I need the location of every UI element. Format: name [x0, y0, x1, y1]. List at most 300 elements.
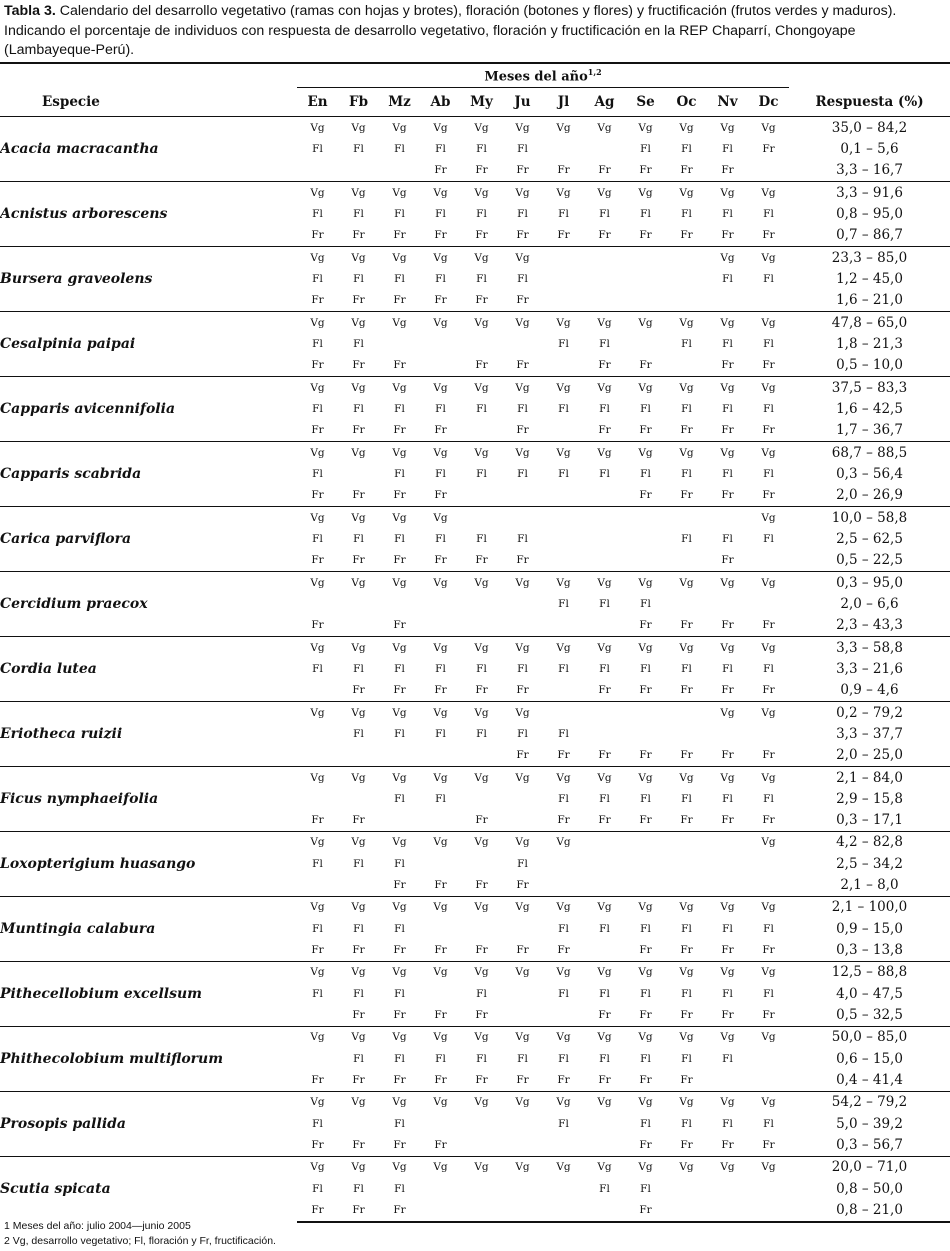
month-header: Jl — [543, 88, 584, 117]
month-cell: Vg — [379, 831, 420, 853]
month-cell: Fl — [394, 987, 405, 1000]
month-cell: Fl — [353, 337, 364, 350]
month-cell: Fl — [722, 987, 733, 1000]
month-cell: Fr — [434, 424, 447, 437]
response-range: 0,8 – 21,0 — [789, 1199, 950, 1221]
month-cell: Vg — [420, 117, 461, 139]
response-range: 0,6 – 15,0 — [836, 1050, 903, 1067]
month-cell — [625, 333, 666, 354]
month-cell: Fr — [762, 944, 775, 957]
month-cell: Vg — [461, 831, 502, 853]
month-cell: Vg — [297, 311, 338, 333]
month-cell — [666, 853, 707, 874]
month-cell: Fl — [599, 662, 610, 675]
month-cell — [584, 615, 625, 637]
month-cell: Vg — [420, 311, 461, 333]
table-row — [0, 1091, 950, 1113]
month-cell — [420, 355, 461, 377]
month-cell — [666, 701, 707, 723]
month-cell — [297, 680, 338, 702]
month-cell: Fl — [394, 467, 405, 480]
month-cell — [666, 593, 707, 614]
response-column-header: Respuesta (%) — [789, 88, 950, 117]
month-cell: Fl — [435, 142, 446, 155]
month-cell — [420, 1178, 461, 1199]
month-cell: Fl — [558, 597, 569, 610]
month-cell — [707, 506, 748, 528]
month-cell — [584, 268, 625, 289]
month-cell: Fl — [599, 792, 610, 805]
month-cell: Vg — [625, 441, 666, 463]
month-cell — [748, 1069, 789, 1091]
month-cell: Fl — [763, 987, 774, 1000]
month-cell: Vg — [707, 376, 748, 398]
month-cell: Fr — [721, 749, 734, 762]
month-cell: Vg — [297, 961, 338, 983]
month-cell: Fl — [763, 922, 774, 935]
month-cell: Fl — [353, 857, 364, 870]
month-cell: Vg — [338, 766, 379, 788]
month-cell — [297, 160, 338, 182]
species-name: Ficus nymphaeifolia — [0, 766, 297, 831]
response-range: 3,3 – 16,7 — [836, 162, 903, 179]
month-cell — [502, 983, 543, 1004]
month-cell — [420, 918, 461, 939]
month-cell: Vg — [297, 1156, 338, 1178]
month-cell: Fr — [475, 814, 488, 827]
footnotes — [4, 1219, 276, 1248]
month-header: Nv — [707, 88, 748, 117]
month-cell: Fr — [762, 229, 775, 242]
month-cell: Fr — [434, 294, 447, 307]
month-cell: Fl — [476, 272, 487, 285]
month-cell: Vg — [297, 1091, 338, 1113]
month-cell: Fr — [311, 294, 324, 307]
month-cell: Fl — [312, 1182, 323, 1195]
month-cell: Vg — [707, 117, 748, 139]
month-cell: Vg — [707, 181, 748, 203]
species-name: Acacia macracantha — [0, 117, 297, 182]
month-cell: Vg — [420, 766, 461, 788]
response-range: 1,2 – 45,0 — [836, 270, 903, 287]
month-cell: Fr — [639, 814, 652, 827]
response-range: 0,3 – 56,4 — [836, 465, 903, 482]
month-cell: Fl — [394, 857, 405, 870]
month-cell: Vg — [666, 1026, 707, 1048]
month-cell — [543, 246, 584, 268]
month-cell — [543, 1134, 584, 1156]
response-range: 0,8 – 50,0 — [836, 1180, 903, 1197]
month-cell: Fl — [763, 1117, 774, 1130]
month-cell — [625, 874, 666, 896]
month-cell: Vg — [379, 311, 420, 333]
month-cell — [338, 463, 379, 484]
month-cell: Fl — [681, 922, 692, 935]
month-cell: Fr — [762, 359, 775, 372]
response-range: 0,3 – 17,1 — [836, 812, 903, 829]
month-header: Fb — [338, 88, 379, 117]
month-cell: Fr — [434, 1074, 447, 1087]
month-cell: Fl — [681, 207, 692, 220]
month-cell: Vg — [379, 117, 420, 139]
month-cell: Vg — [338, 896, 379, 918]
month-cell — [502, 485, 543, 507]
month-cell: Vg — [502, 571, 543, 593]
month-cell: Vg — [420, 636, 461, 658]
month-cell: Fl — [722, 402, 733, 415]
month-cell: Fr — [721, 619, 734, 632]
month-cell: Vg — [461, 181, 502, 203]
month-header: Se — [625, 88, 666, 117]
month-cell — [584, 831, 625, 853]
table-row — [0, 1026, 950, 1048]
month-cell: Vg — [297, 506, 338, 528]
month-cell: Fr — [311, 424, 324, 437]
month-cell: Fl — [353, 662, 364, 675]
month-cell: Vg — [666, 571, 707, 593]
month-header: Oc — [666, 88, 707, 117]
month-cell: Fr — [639, 1139, 652, 1152]
species-name: Capparis avicennifolia — [0, 376, 297, 441]
month-cell: Fl — [558, 1117, 569, 1130]
month-cell — [461, 615, 502, 637]
month-cell: Vg — [584, 117, 625, 139]
month-cell: Fr — [311, 489, 324, 502]
month-cell: Fr — [352, 1139, 365, 1152]
table-row — [0, 636, 950, 658]
month-cell — [625, 853, 666, 874]
month-cell — [707, 874, 748, 896]
month-cell — [379, 333, 420, 354]
month-cell: Fl — [312, 662, 323, 675]
month-cell: Fr — [352, 1074, 365, 1087]
month-cell: Fl — [681, 467, 692, 480]
month-cell: Fr — [352, 944, 365, 957]
month-cell: Fr — [639, 944, 652, 957]
month-cell: Fr — [434, 229, 447, 242]
month-cell: Fl — [476, 727, 487, 740]
month-cell: Vg — [707, 571, 748, 593]
month-cell: Fl — [353, 207, 364, 220]
month-cell — [584, 701, 625, 723]
month-cell: Vg — [543, 766, 584, 788]
month-cell: Vg — [584, 636, 625, 658]
month-cell: Vg — [543, 896, 584, 918]
month-cell: Vg — [584, 376, 625, 398]
month-cell — [625, 528, 666, 549]
month-cell: Fl — [599, 402, 610, 415]
month-cell: Fr — [297, 1199, 338, 1221]
month-cell: Vg — [338, 181, 379, 203]
response-range: 0,4 – 41,4 — [836, 1072, 903, 1089]
month-cell — [543, 355, 584, 377]
month-cell: Vg — [420, 1026, 461, 1048]
month-cell: Vg — [707, 441, 748, 463]
month-cell: Fl — [722, 792, 733, 805]
month-cell: Fl — [640, 792, 651, 805]
month-cell: Vg — [379, 441, 420, 463]
table-row — [0, 506, 950, 528]
month-cell: Fl — [353, 727, 364, 740]
month-cell: Fl — [517, 272, 528, 285]
month-cell: Fr — [475, 294, 488, 307]
month-cell: Fl — [435, 402, 446, 415]
month-cell: Vg — [543, 961, 584, 983]
month-cell: Fl — [681, 337, 692, 350]
month-cell: Fr — [557, 1074, 570, 1087]
month-cell: Fl — [681, 1117, 692, 1130]
response-range: 1,7 – 36,7 — [836, 422, 903, 439]
month-cell: Vg — [420, 246, 461, 268]
month-cell: Vg — [379, 636, 420, 658]
response-range: 0,5 – 32,5 — [836, 1007, 903, 1024]
month-cell — [543, 485, 584, 507]
month-header: Ag — [584, 88, 625, 117]
month-cell: Vg — [379, 896, 420, 918]
month-cell — [461, 333, 502, 354]
month-cell — [707, 1199, 748, 1221]
month-cell: Fr — [434, 944, 447, 957]
month-cell: Vg — [461, 117, 502, 139]
month-cell: Fl — [517, 532, 528, 545]
species-name: Eriotheca ruizii — [0, 701, 297, 766]
month-cell: Vg — [379, 961, 420, 983]
month-cell: Vg — [666, 181, 707, 203]
month-cell: Fl — [558, 402, 569, 415]
month-cell: Vg — [420, 441, 461, 463]
month-cell: Fl — [353, 272, 364, 285]
month-cell: Fl — [394, 207, 405, 220]
month-cell — [543, 615, 584, 637]
response-range: 3,3 – 21,6 — [836, 660, 903, 677]
month-cell: Vg — [502, 1156, 543, 1178]
month-cell — [748, 593, 789, 614]
month-cell: Vg — [584, 766, 625, 788]
month-cell: Fr — [352, 684, 365, 697]
month-cell: Vg — [707, 896, 748, 918]
month-cell: Vg — [338, 376, 379, 398]
month-cell — [420, 333, 461, 354]
month-cell: Vg — [625, 766, 666, 788]
response-range: 10,0 – 58,8 — [789, 506, 950, 528]
month-cell: Fr — [598, 749, 611, 762]
month-cell: Fr — [721, 814, 734, 827]
month-cell: Vg — [502, 117, 543, 139]
month-cell: Fl — [599, 1182, 610, 1195]
month-cell: Vg — [461, 766, 502, 788]
response-range: 4,0 – 47,5 — [836, 985, 903, 1002]
month-cell — [338, 788, 379, 809]
month-cell — [420, 615, 461, 637]
month-cell — [625, 246, 666, 268]
month-cell: Fl — [517, 662, 528, 675]
month-cell — [584, 506, 625, 528]
header-row-group — [0, 63, 950, 88]
month-cell: Vg — [748, 311, 789, 333]
month-cell: Vg — [625, 571, 666, 593]
month-cell — [625, 831, 666, 853]
month-cell: Vg — [543, 117, 584, 139]
month-cell — [543, 680, 584, 702]
month-cell: Vg — [666, 896, 707, 918]
month-cell: Fr — [434, 489, 447, 502]
month-cell — [584, 138, 625, 159]
month-cell: Vg — [297, 896, 338, 918]
month-cell: Fl — [394, 1182, 405, 1195]
month-cell: Fl — [476, 1052, 487, 1065]
month-cell: Vg — [379, 701, 420, 723]
month-cell: Vg — [338, 636, 379, 658]
month-cell: Fl — [558, 987, 569, 1000]
month-cell: Fr — [393, 879, 406, 892]
month-cell: Vg — [502, 896, 543, 918]
month-cell — [379, 160, 420, 182]
response-range: 23,3 – 85,0 — [789, 246, 950, 268]
response-range: 3,3 – 58,8 — [789, 636, 950, 658]
month-cell: Fl — [312, 922, 323, 935]
month-cell: Fr — [338, 1199, 379, 1221]
month-cell — [707, 831, 748, 853]
month-cell: Fl — [394, 402, 405, 415]
month-cell — [666, 506, 707, 528]
month-cell: Vg — [297, 636, 338, 658]
month-cell: Vg — [748, 117, 789, 139]
month-cell: Vg — [666, 376, 707, 398]
response-range: 35,0 – 84,2 — [789, 117, 950, 139]
month-cell: Vg — [748, 571, 789, 593]
month-cell: Fl — [394, 532, 405, 545]
month-cell — [707, 593, 748, 614]
month-header: Dc — [748, 88, 789, 117]
month-cell — [666, 723, 707, 744]
month-cell: Fr — [721, 424, 734, 437]
month-cell — [297, 1048, 338, 1069]
response-range: 50,0 – 85,0 — [789, 1026, 950, 1048]
month-cell: Vg — [297, 376, 338, 398]
month-cell — [420, 810, 461, 832]
month-cell: Vg — [543, 1026, 584, 1048]
month-cell — [584, 1134, 625, 1156]
table-row — [0, 831, 950, 853]
month-cell: Vg — [748, 1091, 789, 1113]
month-cell: Vg — [338, 1026, 379, 1048]
month-cell — [625, 550, 666, 572]
month-cell: Fl — [558, 207, 569, 220]
month-cell: Vg — [666, 441, 707, 463]
month-cell: Fr — [721, 684, 734, 697]
month-cell — [584, 853, 625, 874]
month-cell: Fl — [435, 727, 446, 740]
month-cell — [502, 506, 543, 528]
month-cell: Fr — [721, 1009, 734, 1022]
month-cell: Fr — [393, 424, 406, 437]
response-range: 0,7 – 86,7 — [836, 227, 903, 244]
month-cell: Fl — [722, 142, 733, 155]
month-cell: Fr — [311, 814, 324, 827]
month-cell — [543, 1178, 584, 1199]
month-cell: Fl — [640, 1052, 651, 1065]
table-row — [0, 441, 950, 463]
month-cell: Fl — [394, 662, 405, 675]
month-cell: Fr — [680, 944, 693, 957]
month-cell — [461, 1178, 502, 1199]
month-cell: Vg — [420, 376, 461, 398]
species-name: Cesalpinia paipai — [0, 311, 297, 376]
month-cell: Vg — [625, 961, 666, 983]
month-cell — [461, 420, 502, 442]
month-cell: Fr — [680, 229, 693, 242]
months-group-label: Meses del año — [484, 69, 588, 85]
response-range: 54,2 – 79,2 — [789, 1091, 950, 1113]
month-cell — [338, 593, 379, 614]
month-cell: Vg — [543, 1156, 584, 1178]
month-cell: Vg — [666, 117, 707, 139]
month-cell: Fl — [312, 272, 323, 285]
species-name: Cercidium praecox — [0, 571, 297, 636]
species-name: Phithecolobium multiflorum — [0, 1026, 297, 1091]
month-cell: Vg — [625, 896, 666, 918]
month-cell: Fl — [681, 1052, 692, 1065]
month-cell: Vg — [502, 701, 543, 723]
month-cell: Fl — [763, 467, 774, 480]
month-cell: Fr — [639, 424, 652, 437]
month-cell: Vg — [748, 246, 789, 268]
month-cell: Fr — [352, 294, 365, 307]
table-row — [0, 376, 950, 398]
month-cell: Fl — [722, 532, 733, 545]
month-cell — [502, 1134, 543, 1156]
month-cell — [461, 788, 502, 809]
month-cell: Vg — [748, 961, 789, 983]
species-name: Cordia lutea — [0, 636, 297, 701]
response-range: 1,6 – 42,5 — [836, 400, 903, 417]
month-cell: Fr — [352, 1009, 365, 1022]
month-cell: Vg — [625, 376, 666, 398]
month-cell: Fr — [516, 229, 529, 242]
response-range: 0,3 – 13,8 — [836, 942, 903, 959]
month-cell — [543, 853, 584, 874]
month-cell: Fl — [517, 1052, 528, 1065]
month-cell: Vg — [461, 246, 502, 268]
month-cell: Fr — [557, 944, 570, 957]
month-cell — [666, 550, 707, 572]
month-cell: Vg — [584, 181, 625, 203]
response-range: 5,0 – 39,2 — [836, 1115, 903, 1132]
month-cell: Fl — [476, 402, 487, 415]
month-cell: Vg — [625, 1091, 666, 1113]
month-cell: Fr — [721, 489, 734, 502]
month-cell: Vg — [379, 246, 420, 268]
month-cell: Fl — [435, 207, 446, 220]
month-cell — [748, 874, 789, 896]
month-cell — [625, 290, 666, 312]
month-cell: Fl — [517, 857, 528, 870]
species-name: Acnistus arborescens — [0, 181, 297, 246]
month-cell: Vg — [338, 311, 379, 333]
month-cell: Vg — [297, 246, 338, 268]
month-cell: Fr — [516, 684, 529, 697]
month-cell: Fr — [762, 424, 775, 437]
month-cell: Fl — [517, 402, 528, 415]
month-cell — [625, 701, 666, 723]
month-cell: Fl — [312, 402, 323, 415]
month-cell: Vg — [461, 441, 502, 463]
month-cell: Fr — [598, 164, 611, 177]
month-cell — [584, 874, 625, 896]
month-cell: Fl — [312, 467, 323, 480]
month-cell: Vg — [338, 1091, 379, 1113]
month-cell: Vg — [543, 311, 584, 333]
